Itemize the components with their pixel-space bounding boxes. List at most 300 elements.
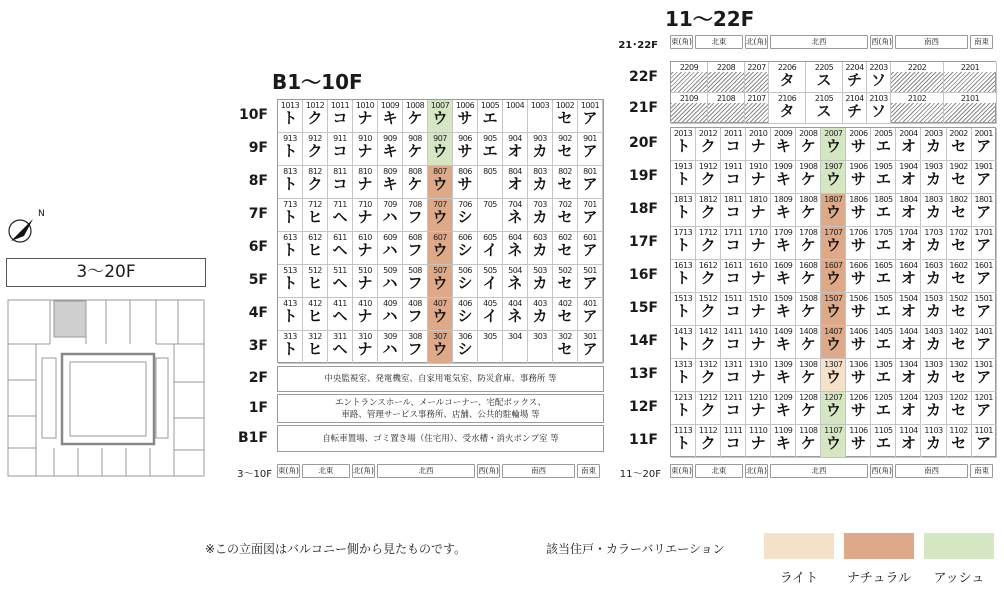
unit-cell: [846, 359, 871, 392]
unit-number: 412: [308, 299, 322, 308]
unit-cell: [278, 133, 303, 166]
unit-number: 1201: [974, 393, 993, 402]
unit-number: 1110: [748, 426, 768, 435]
unit-cell: [947, 326, 972, 359]
unit-number: 1406: [849, 327, 868, 336]
unit-cell: [553, 265, 578, 298]
unit-number: 603: [533, 233, 547, 242]
unit-number: 1609: [774, 261, 793, 270]
unit-cell: [896, 161, 921, 194]
direction-label: 北(角): [745, 35, 768, 49]
unit-type-label: ウ: [432, 340, 448, 358]
unit-number: 507: [433, 266, 447, 275]
unit-number: 910: [358, 134, 372, 143]
unit-cell: [871, 128, 896, 161]
unit-number: 2202: [891, 62, 943, 72]
direction-label: 南西: [502, 464, 575, 478]
unit-type-label: オ: [900, 137, 916, 155]
unit-cell: [353, 265, 378, 298]
unit-number: 1608: [799, 261, 818, 270]
unit-type-label: ト: [675, 170, 691, 188]
unit-number: 704: [508, 200, 522, 209]
unit-number: 510: [358, 266, 372, 275]
unit-type-label: ナ: [750, 401, 766, 419]
unit-type-label: エ: [875, 269, 891, 287]
unit-number: 601: [583, 233, 597, 242]
unit-number: 1208: [799, 393, 818, 402]
unit-type-label: カ: [532, 208, 548, 226]
unit-number: 1711: [723, 228, 743, 237]
unit-cell: [453, 100, 478, 133]
unit-cell: [696, 227, 721, 260]
unit-type-label: シ: [457, 274, 473, 292]
unit-cell: [745, 62, 769, 93]
unit-number: 2207: [745, 62, 768, 72]
unit-type-label: ウ: [825, 236, 841, 254]
unit-number: 1101: [974, 426, 993, 435]
unit-type-label: ウ: [825, 170, 841, 188]
unit-type-label: ウ: [825, 335, 841, 353]
unit-cell: [796, 425, 821, 458]
unit-cell: [871, 227, 896, 260]
unit-number: 1706: [849, 228, 868, 237]
unit-type-label: ス: [806, 72, 842, 92]
unit-number: 1712: [698, 228, 718, 237]
unit-cell: [671, 194, 696, 227]
floor-label: 9F: [248, 140, 268, 156]
unit-number: 2205: [806, 62, 842, 72]
unit-number: 503: [533, 266, 547, 275]
unit-number: 411: [333, 299, 347, 308]
unit-type-label: フ: [407, 274, 423, 292]
unit-cell: [453, 298, 478, 331]
unit-cell: [846, 293, 871, 326]
unit-cell: [896, 293, 921, 326]
unit-cell: [428, 166, 453, 199]
unit-type-label: キ: [775, 434, 791, 452]
unit-type-label: ト: [282, 340, 298, 358]
unit-type-label: カ: [926, 170, 942, 188]
unit-number: 812: [308, 167, 322, 176]
unit-number: 2208: [708, 62, 744, 72]
unit-number: 1411: [723, 327, 743, 336]
unit-type-label: セ: [951, 203, 967, 221]
unit-type-label: ア: [976, 368, 992, 386]
unit-number: 710: [358, 200, 372, 209]
unit-number: 1509: [774, 294, 793, 303]
unit-cell: [478, 331, 503, 364]
right-unit-grid: [670, 127, 996, 457]
unit-cell: [796, 161, 821, 194]
unit-type-label: サ: [850, 203, 866, 221]
unit-number: 1610: [748, 261, 768, 270]
unit-cell: [944, 62, 997, 93]
unit-type-label: エ: [482, 109, 498, 127]
unit-number: 1905: [874, 162, 893, 171]
unit-type-label: ト: [282, 109, 298, 127]
unit-cell: [746, 227, 771, 260]
direction-label: 南東: [970, 464, 993, 478]
unit-type-label: [478, 176, 502, 198]
unit-number: 1707: [824, 228, 843, 237]
unit-cell: [891, 62, 944, 93]
unit-type-label: ヘ: [332, 340, 348, 358]
unit-type-label: ク: [700, 269, 716, 287]
unit-cell: [428, 331, 453, 364]
unit-type-label: エ: [875, 170, 891, 188]
unit-cell: [478, 133, 503, 166]
unit-type-label: カ: [926, 269, 942, 287]
unit-number: 2005: [874, 129, 893, 138]
unit-number: 413: [283, 299, 297, 308]
unit-number: 1209: [774, 393, 793, 402]
unit-type-label: オ: [900, 302, 916, 320]
unit-number: 1102: [949, 426, 968, 435]
unit-type-label: ネ: [507, 274, 523, 292]
unit-number: 508: [408, 266, 422, 275]
unit-cell: [896, 392, 921, 425]
unit-cell: [843, 93, 867, 124]
unit-cell: [671, 326, 696, 359]
unit-type-label: ウ: [432, 142, 448, 160]
unit-cell: [746, 326, 771, 359]
unit-type-label: セ: [557, 109, 573, 127]
unit-cell: [972, 260, 997, 293]
unit-cell: [846, 161, 871, 194]
unit-number: 1304: [899, 360, 918, 369]
unit-cell: [403, 265, 428, 298]
unit-type-label: ナ: [357, 340, 373, 358]
unit-cell: [503, 298, 528, 331]
unit-cell: [708, 93, 745, 124]
unit-number: 1701: [974, 228, 993, 237]
unit-type-label: ク: [700, 368, 716, 386]
unit-cell: [696, 359, 721, 392]
unit-number: 1002: [555, 101, 575, 110]
unit-cell: [528, 199, 553, 232]
unit-cell: [821, 392, 846, 425]
unit-number: 1510: [748, 294, 768, 303]
unit-type-label: オ: [900, 335, 916, 353]
unit-number: 1904: [899, 162, 918, 171]
unit-number: 1403: [924, 327, 943, 336]
unit-type-label: ア: [976, 203, 992, 221]
unit-type-label: セ: [951, 368, 967, 386]
unit-type-label: ネ: [507, 241, 523, 259]
unit-type-label: チ: [843, 72, 866, 92]
unit-cell: [378, 133, 403, 166]
unit-number: 1613: [673, 261, 693, 270]
unit-cell: [578, 166, 603, 199]
unit-type-label: オ: [900, 368, 916, 386]
unit-type-label: サ: [457, 175, 473, 193]
unit-number: 612: [308, 233, 322, 242]
unit-type-label: シ: [457, 307, 473, 325]
unit-cell: [896, 326, 921, 359]
unit-number: 1301: [974, 360, 993, 369]
floor-label: 20F: [628, 135, 658, 151]
floor-label: 21F: [628, 100, 658, 116]
unit-cell: [278, 265, 303, 298]
unit-type-label: ト: [675, 401, 691, 419]
unit-cell: [796, 227, 821, 260]
unit-cell: [528, 166, 553, 199]
unit-type-label: [478, 209, 502, 231]
unit-type-label: ア: [582, 175, 598, 193]
unit-type-label: タ: [769, 103, 805, 123]
unit-number: 1912: [698, 162, 718, 171]
floor-label: B1F: [238, 429, 268, 446]
unit-cell: [353, 166, 378, 199]
unit-type-label: ハ: [382, 340, 398, 358]
unit-number: 1507: [824, 294, 843, 303]
unit-number: 1913: [673, 162, 693, 171]
right-direction-row: [670, 464, 996, 478]
unit-cell: [769, 93, 806, 124]
direction-label: 西(角): [870, 35, 893, 49]
unit-type-label: キ: [382, 175, 398, 193]
unit-type-label: ト: [675, 368, 691, 386]
unit-type-label: サ: [850, 434, 866, 452]
floor-label: 8F: [248, 173, 268, 189]
unit-type-label: ナ: [357, 274, 373, 292]
unit-type-label: ク: [700, 203, 716, 221]
unit-number: 2104: [843, 93, 866, 103]
unit-cell: [478, 265, 503, 298]
unit-type-label: カ: [532, 175, 548, 193]
unit-number: 608: [408, 233, 422, 242]
unit-cell: [821, 293, 846, 326]
unit-cell: [578, 265, 603, 298]
unit-number: 1713: [673, 228, 693, 237]
swatch-light: [764, 533, 834, 559]
unit-type-label: キ: [775, 302, 791, 320]
unit-number: 1410: [748, 327, 768, 336]
unit-type-label: キ: [775, 368, 791, 386]
unit-cell: [821, 128, 846, 161]
unit-cell: [353, 298, 378, 331]
unit-number: 2103: [867, 93, 890, 103]
unit-number: 505: [483, 266, 497, 275]
unit-type-label: ウ: [825, 269, 841, 287]
unit-cell: [947, 260, 972, 293]
unit-cell: [403, 232, 428, 265]
unit-number: 2012: [698, 129, 718, 138]
unit-number: 1306: [849, 360, 868, 369]
legend-title: 該当住戸・カラーバリエーション: [546, 542, 725, 556]
keyplan-floor-label: 3〜20F: [6, 258, 206, 287]
unit-number: 1710: [748, 228, 768, 237]
unit-cell: [553, 298, 578, 331]
unit-cell: [278, 199, 303, 232]
unit-number: 1212: [698, 393, 718, 402]
unit-type-label: ナ: [357, 208, 373, 226]
unit-cell: [745, 93, 769, 124]
floor-label: 6F: [248, 239, 268, 255]
unit-number: 902: [558, 134, 572, 143]
unit-type-label: タ: [769, 72, 805, 92]
unit-number: 1607: [824, 261, 843, 270]
unit-number: 806: [458, 167, 472, 176]
unit-type-label: セ: [951, 236, 967, 254]
unit-cell: [846, 326, 871, 359]
unit-number: 1404: [899, 327, 918, 336]
unit-type-label: ウ: [432, 175, 448, 193]
unit-cell: [578, 100, 603, 133]
unit-type-label: エ: [875, 368, 891, 386]
unit-cell: [278, 232, 303, 265]
unit-number: 803: [533, 167, 547, 176]
unit-type-label: カ: [532, 142, 548, 160]
unit-number: 913: [283, 134, 297, 143]
unit-number: 302: [558, 332, 572, 341]
unit-type-label: チ: [843, 103, 866, 123]
unit-number: 1203: [924, 393, 943, 402]
unit-cell: [972, 161, 997, 194]
unit-number: 509: [383, 266, 397, 275]
unit-number: 1303: [924, 360, 943, 369]
unit-type-label: エ: [875, 302, 891, 320]
unit-cell: [503, 331, 528, 364]
unit-number: 2008: [799, 129, 818, 138]
unit-number: 305: [483, 332, 497, 341]
unit-cell: [328, 265, 353, 298]
unit-type-label: ケ: [800, 170, 816, 188]
unit-number: 2203: [867, 62, 890, 72]
unit-number: 1702: [949, 228, 968, 237]
direction-label: 南東: [970, 35, 993, 49]
unit-cell: [922, 359, 947, 392]
unit-type-label: ウ: [432, 307, 448, 325]
unit-number: 707: [433, 200, 447, 209]
unit-cell: [671, 161, 696, 194]
unit-type-label: コ: [332, 142, 348, 160]
unit-type-label: イ: [482, 241, 498, 259]
unit-number: 1501: [974, 294, 993, 303]
unit-type-label: ハ: [382, 307, 398, 325]
unit-number: 713: [283, 200, 297, 209]
unit-number: 1809: [774, 195, 793, 204]
unit-type-label: フ: [407, 241, 423, 259]
unit-cell: [746, 293, 771, 326]
unit-cell: [721, 260, 746, 293]
unit-type-label: セ: [951, 434, 967, 452]
unit-number: 402: [558, 299, 572, 308]
unit-cell: [528, 298, 553, 331]
unit-cell: [278, 100, 303, 133]
unit-number: 604: [508, 233, 522, 242]
unit-type-label: ア: [582, 340, 598, 358]
unit-cell: [403, 199, 428, 232]
unit-cell: [972, 194, 997, 227]
direction-label: 南西: [895, 464, 968, 478]
unit-cell: [478, 232, 503, 265]
unit-number: 1903: [924, 162, 943, 171]
unit-cell: [771, 161, 796, 194]
unit-number: 409: [383, 299, 397, 308]
swatch-ash: [924, 533, 994, 559]
left-direction-row: [277, 464, 604, 478]
unit-number: 1911: [723, 162, 743, 171]
unit-number: 1802: [949, 195, 968, 204]
unit-type-label: セ: [557, 340, 573, 358]
unit-cell: [353, 232, 378, 265]
unit-type-label: ク: [700, 401, 716, 419]
unit-cell: [428, 232, 453, 265]
unit-cell: [947, 128, 972, 161]
unit-cell: [771, 392, 796, 425]
north-label: N: [38, 209, 45, 219]
unit-cell: [972, 425, 997, 458]
unit-cell: [796, 293, 821, 326]
unit-cell: [922, 293, 947, 326]
unit-type-label: ス: [806, 103, 842, 123]
unit-number: 1007: [430, 101, 450, 110]
unit-cell: [303, 133, 328, 166]
unit-type-label: キ: [382, 142, 398, 160]
direction-label: 東(角): [670, 464, 693, 478]
floor-label: 1F: [248, 399, 268, 416]
unit-number: 810: [358, 167, 372, 176]
swatch-natural: [844, 533, 914, 559]
unit-type-label: ウ: [432, 274, 448, 292]
unit-cell: [328, 331, 353, 364]
unit-type-label: ナ: [357, 241, 373, 259]
direction-label: 南東: [577, 464, 600, 478]
direction-label: 西(角): [477, 464, 500, 478]
unit-type-label: ク: [700, 434, 716, 452]
unit-type-label: サ: [457, 142, 473, 160]
right-top-dir-label: 21･22F: [618, 40, 658, 51]
unit-cell: [796, 194, 821, 227]
unit-type-label: セ: [951, 170, 967, 188]
unit-number: 613: [283, 233, 297, 242]
unit-cell: [378, 331, 403, 364]
unit-number: 609: [383, 233, 397, 242]
unit-cell: [528, 331, 553, 364]
unit-number: 1413: [673, 327, 693, 336]
unit-cell: [278, 331, 303, 364]
unit-number: 1307: [824, 360, 843, 369]
unit-number: 308: [408, 332, 422, 341]
unit-number: 801: [583, 167, 597, 176]
unit-number: 1703: [924, 228, 943, 237]
unit-cell: [528, 265, 553, 298]
unit-cell: [671, 62, 708, 93]
floor-label: 3F: [248, 338, 268, 354]
unit-number: 1704: [899, 228, 918, 237]
unit-type-label: セ: [557, 142, 573, 160]
unit-type-label: サ: [850, 401, 866, 419]
unit-number: 1006: [455, 101, 475, 110]
unit-type-label: [528, 341, 552, 363]
unit-number: 808: [408, 167, 422, 176]
unit-cell: [796, 392, 821, 425]
unit-type-label: シ: [457, 241, 473, 259]
unit-number: 309: [383, 332, 397, 341]
unit-number: 1205: [874, 393, 893, 402]
unit-number: 1211: [723, 393, 743, 402]
unit-cell: [378, 298, 403, 331]
unit-type-label: ソ: [867, 103, 890, 123]
unit-cell: [303, 100, 328, 133]
unit-cell: [846, 425, 871, 458]
unit-cell: [721, 128, 746, 161]
unit-cell: [871, 260, 896, 293]
lower-floor-box: エントランスホール、メールコーナー、宅配ボックス、 車路、管理サービス事務所、店舗、公共的駐輪場 等: [277, 394, 604, 423]
unit-number: 406: [458, 299, 472, 308]
unit-type-label: ナ: [357, 109, 373, 127]
